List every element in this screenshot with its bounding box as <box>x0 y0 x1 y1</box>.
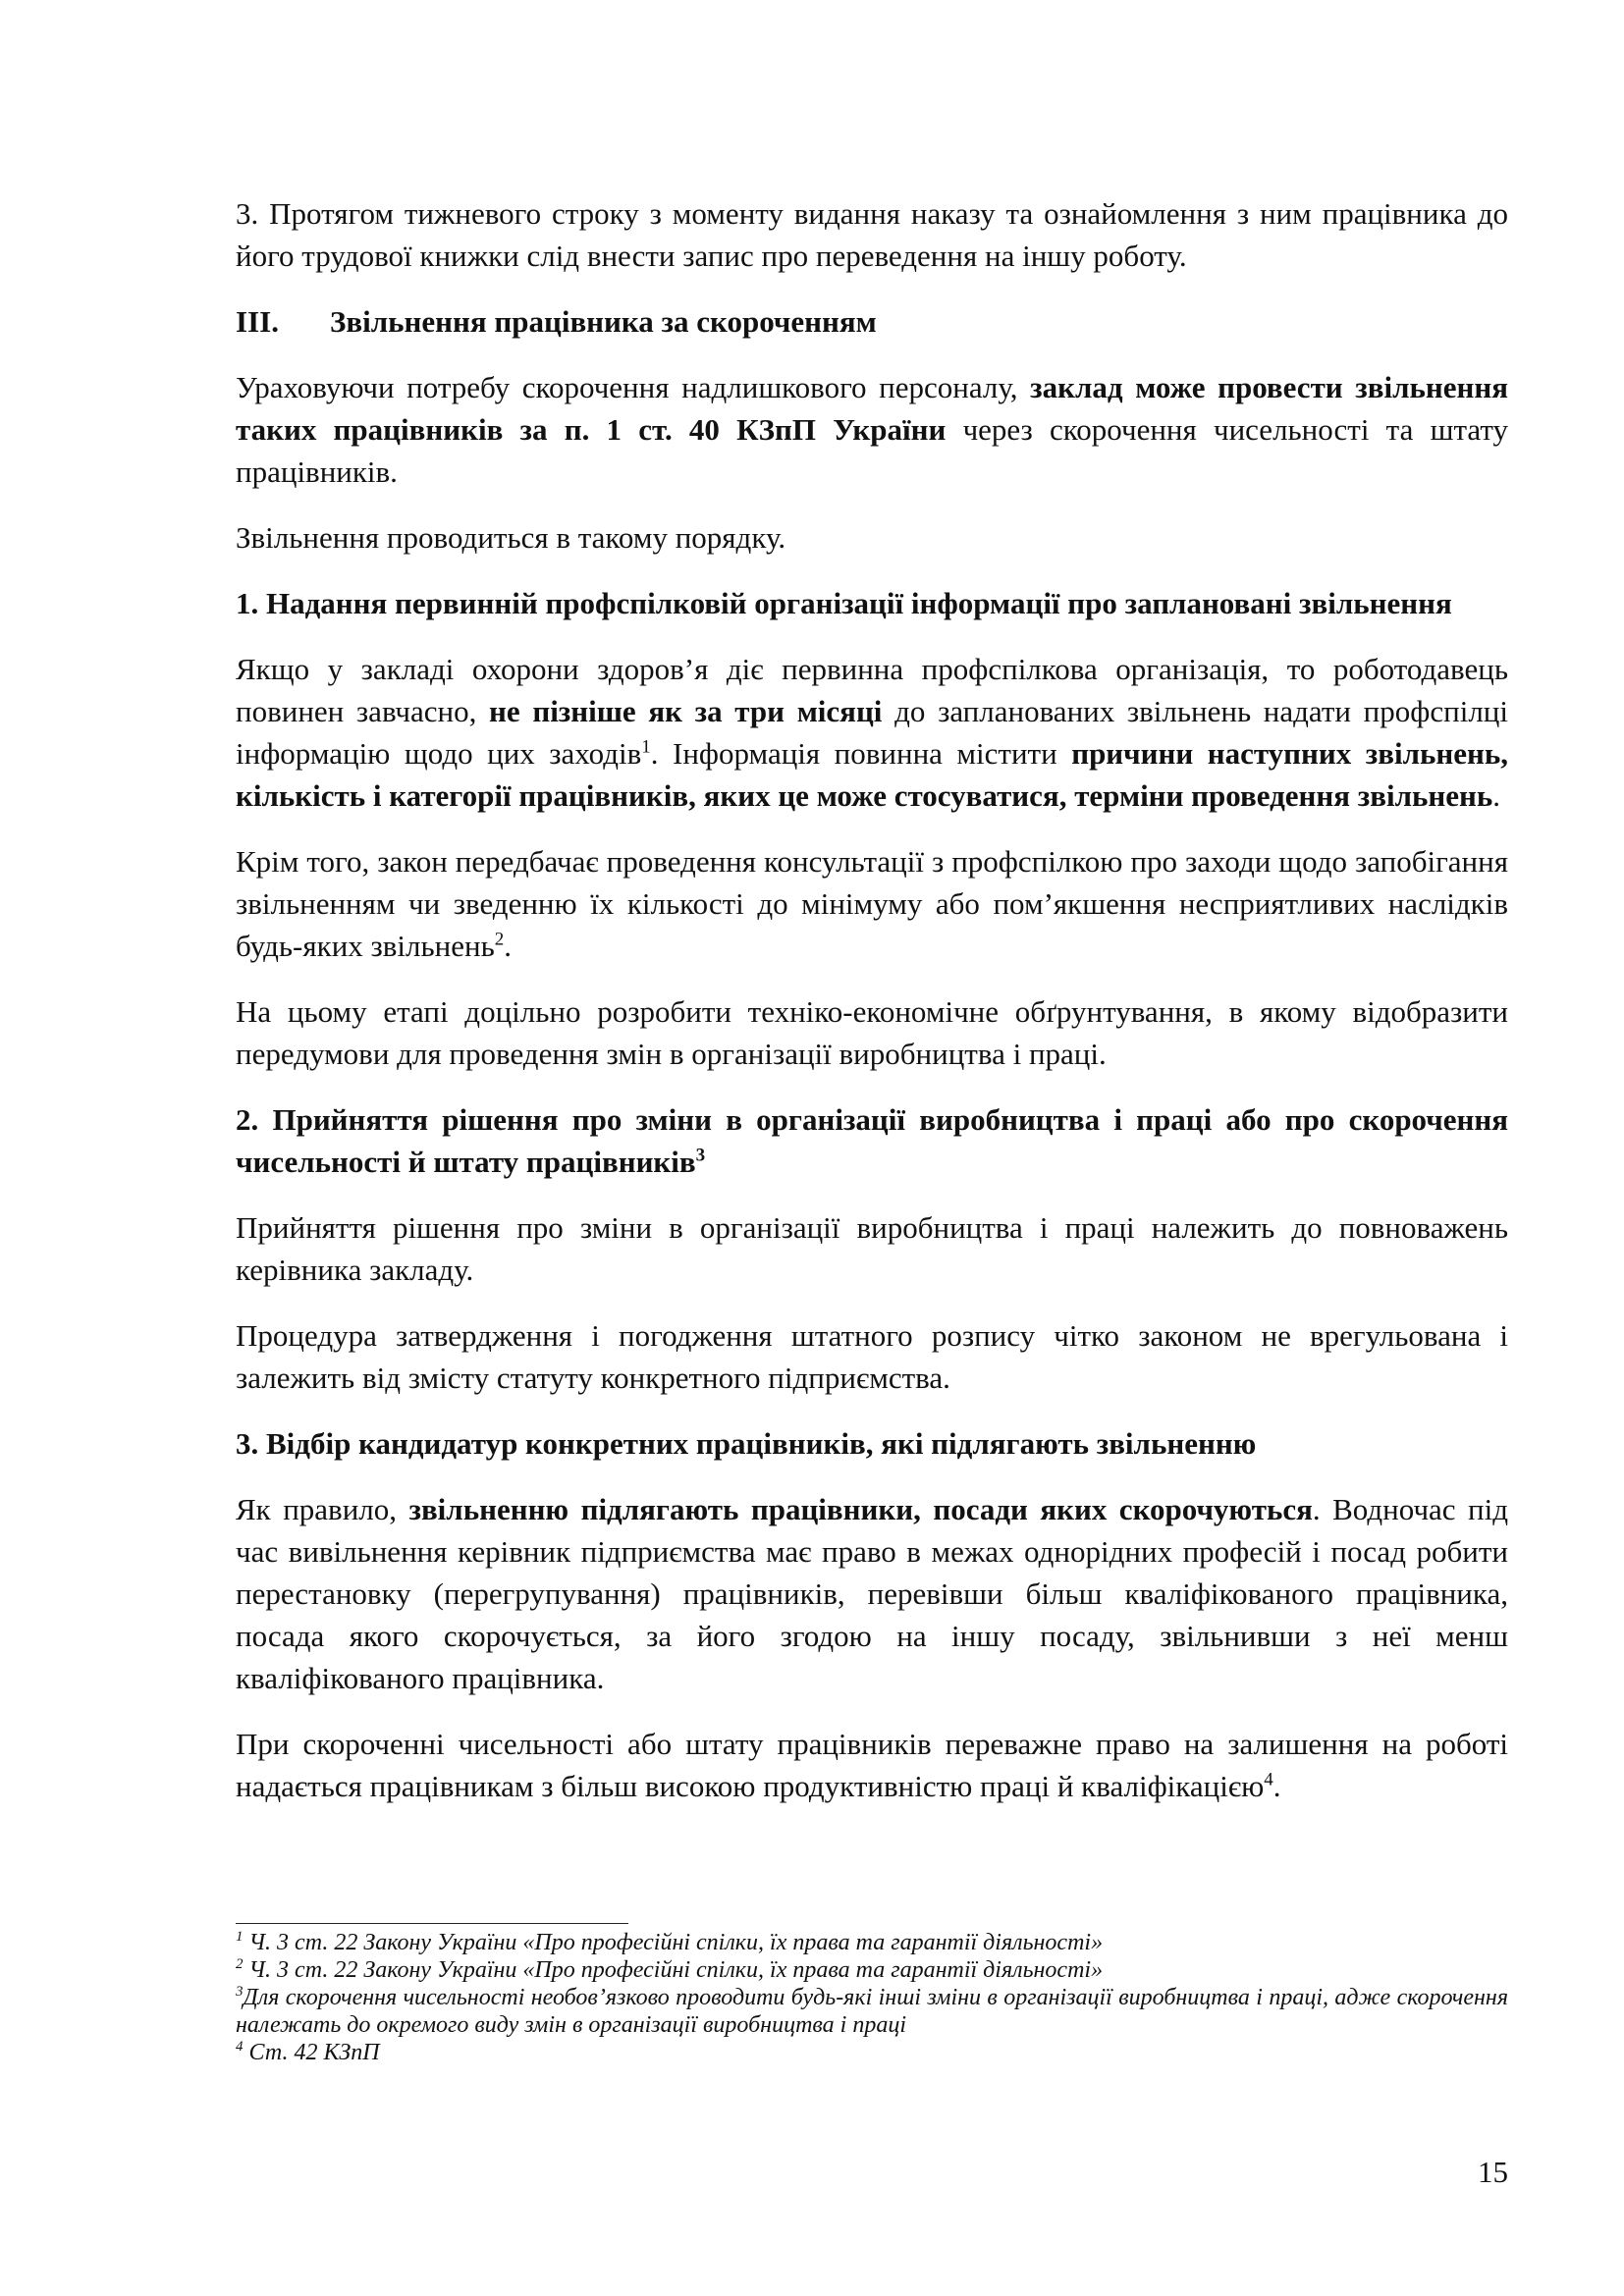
text-run: Ураховуючи потребу скорочення надлишкового персоналу, <box>236 370 1031 404</box>
text-run: Крім того, закон передбачає проведення консультації з профспілкою про заходи щодо запобігання звільненням чи зведенню їх кількості до мінімуму або пом’якшення несприятливих наслідків будь-яких звільнень <box>236 844 1508 963</box>
footnotes <box>236 1929 1508 2066</box>
step3-heading: 3. Відбір кандидатур конкретних працівників, які підлягають звільненню <box>236 1426 1257 1461</box>
step1-paragraph-1 <box>236 648 1508 817</box>
text-run: Як правило, <box>236 1492 409 1526</box>
bold-text-run: заклад може провести звільнення таких працівників за п. 1 ст. 40 КЗпП України <box>236 370 1509 447</box>
page-number: 15 <box>1478 2155 1508 2189</box>
section-heading-dismissal <box>236 300 1508 343</box>
footnote-text: Ч. 3 ст. 22 Закону України «Про професійні спілки, їх права та гарантії діяльності» <box>243 1930 1104 1955</box>
step3-paragraph-1 <box>236 1488 1508 1699</box>
step2-heading <box>236 1098 1508 1183</box>
text-run: . <box>504 929 512 963</box>
paragraph-transfer-record: 3. Протягом тижневого строку з моменту видання наказу та ознайомлення з ним працівника до його трудової книжки слід внести запис про переведення на іншу роботу. <box>236 196 1508 273</box>
footnote-number: 2 <box>236 1956 244 1972</box>
text-run: Якщо у закладі охорони здоров’я діє первинна профспілкова організація, то роботодавець повинен завчасно, <box>236 652 1508 728</box>
text-run: . <box>1492 778 1500 813</box>
footnote-text: Ч. 3 ст. 22 Закону України «Про професійні спілки, їх права та гарантії діяльності» <box>243 1957 1104 1983</box>
step1-heading: 1. Надання первинній профспілковій організації інформації про заплановані звільнення <box>236 586 1452 620</box>
footnote-ref-4[interactable]: 4 <box>1264 1769 1273 1790</box>
step2-paragraph-2: Процедура затвердження і погодження штатного розпису чітко законом не врегульована і залежить від змісту статуту конкретного підприємства. <box>236 1318 1508 1395</box>
paragraph-order: Звільнення проводиться в такому порядку. <box>236 520 786 555</box>
footnote-4 <box>236 2039 1508 2066</box>
step1-paragraph-3: На цьому етапі доцільно розробити техніко-економічне обґрунтування, в якому відобразити передумови для проведення змін в організації виробництва і праці. <box>236 994 1508 1071</box>
section-number: ІІІ. <box>236 304 279 339</box>
footnote-ref-1[interactable]: 1 <box>641 736 651 758</box>
footnote-3 <box>236 1984 1508 2039</box>
text-run: . Водночас під час вивільнення керівник підприємства має право в межах однорідних професій і посад робити перестановку (перегрупування) працівників, перевівши більш кваліфікованого працівника, посада якого скорочується, за його згодою на іншу посаду, звільнивши з неї менш кваліфікованого працівника. <box>236 1492 1508 1695</box>
footnote-2 <box>236 1956 1508 1984</box>
text-run: . Інформація повинна містити <box>650 736 1072 771</box>
heading-text: 2. Прийняття рішення про зміни в організації виробництва і праці або про скорочення чисельності й штату працівників <box>236 1102 1508 1179</box>
footnote-text: Для скорочення чисельності необов’язково проводити будь-які інші зміни в організації виробництва і праці, адже скорочення належать до окремого виду змін в організації виробництва і праці <box>236 1985 1508 2038</box>
document-body <box>236 192 1508 1807</box>
bold-text-run: причини наступних звільнень, кількість і категорії працівників, яких це може стосуватися, терміни проведення звільнень <box>236 736 1508 813</box>
footnote-1 <box>236 1929 1508 1956</box>
step3-paragraph-2 <box>236 1723 1508 1807</box>
footnote-separator <box>236 1923 628 1924</box>
footnote-ref-3[interactable]: 3 <box>695 1145 706 1166</box>
footnote-number: 1 <box>236 1929 244 1945</box>
bold-text-run: звільненню підлягають працівники, посади яких скорочуються <box>408 1492 1313 1526</box>
text-run: . <box>1272 1769 1281 1803</box>
step2-paragraph-1: Прийняття рішення про зміни в організації виробництва і праці належить до повноважень керівника закладу. <box>236 1210 1508 1287</box>
step1-paragraph-2 <box>236 840 1508 967</box>
text-run: через скорочення чисельності та штату працівників. <box>236 412 1508 489</box>
footnote-text: Ст. 42 КЗпП <box>243 2040 380 2065</box>
footnote-number: 4 <box>236 2039 244 2055</box>
paragraph-intro <box>236 366 1508 493</box>
text-run: При скороченні чисельності або штату працівників переважне право на залишення на роботі надається працівникам з більш високою продуктивністю праці й кваліфікацією <box>236 1727 1508 1803</box>
bold-text-run: не пізніше як за три місяці <box>489 694 883 728</box>
section-title: Звільнення працівника за скороченням <box>330 304 877 339</box>
footnote-number: 3 <box>236 1984 244 2000</box>
footnote-ref-2[interactable]: 2 <box>494 929 505 950</box>
text-run: до запланованих звільнень надати профспілці інформацію щодо цих заходів <box>236 694 1508 771</box>
